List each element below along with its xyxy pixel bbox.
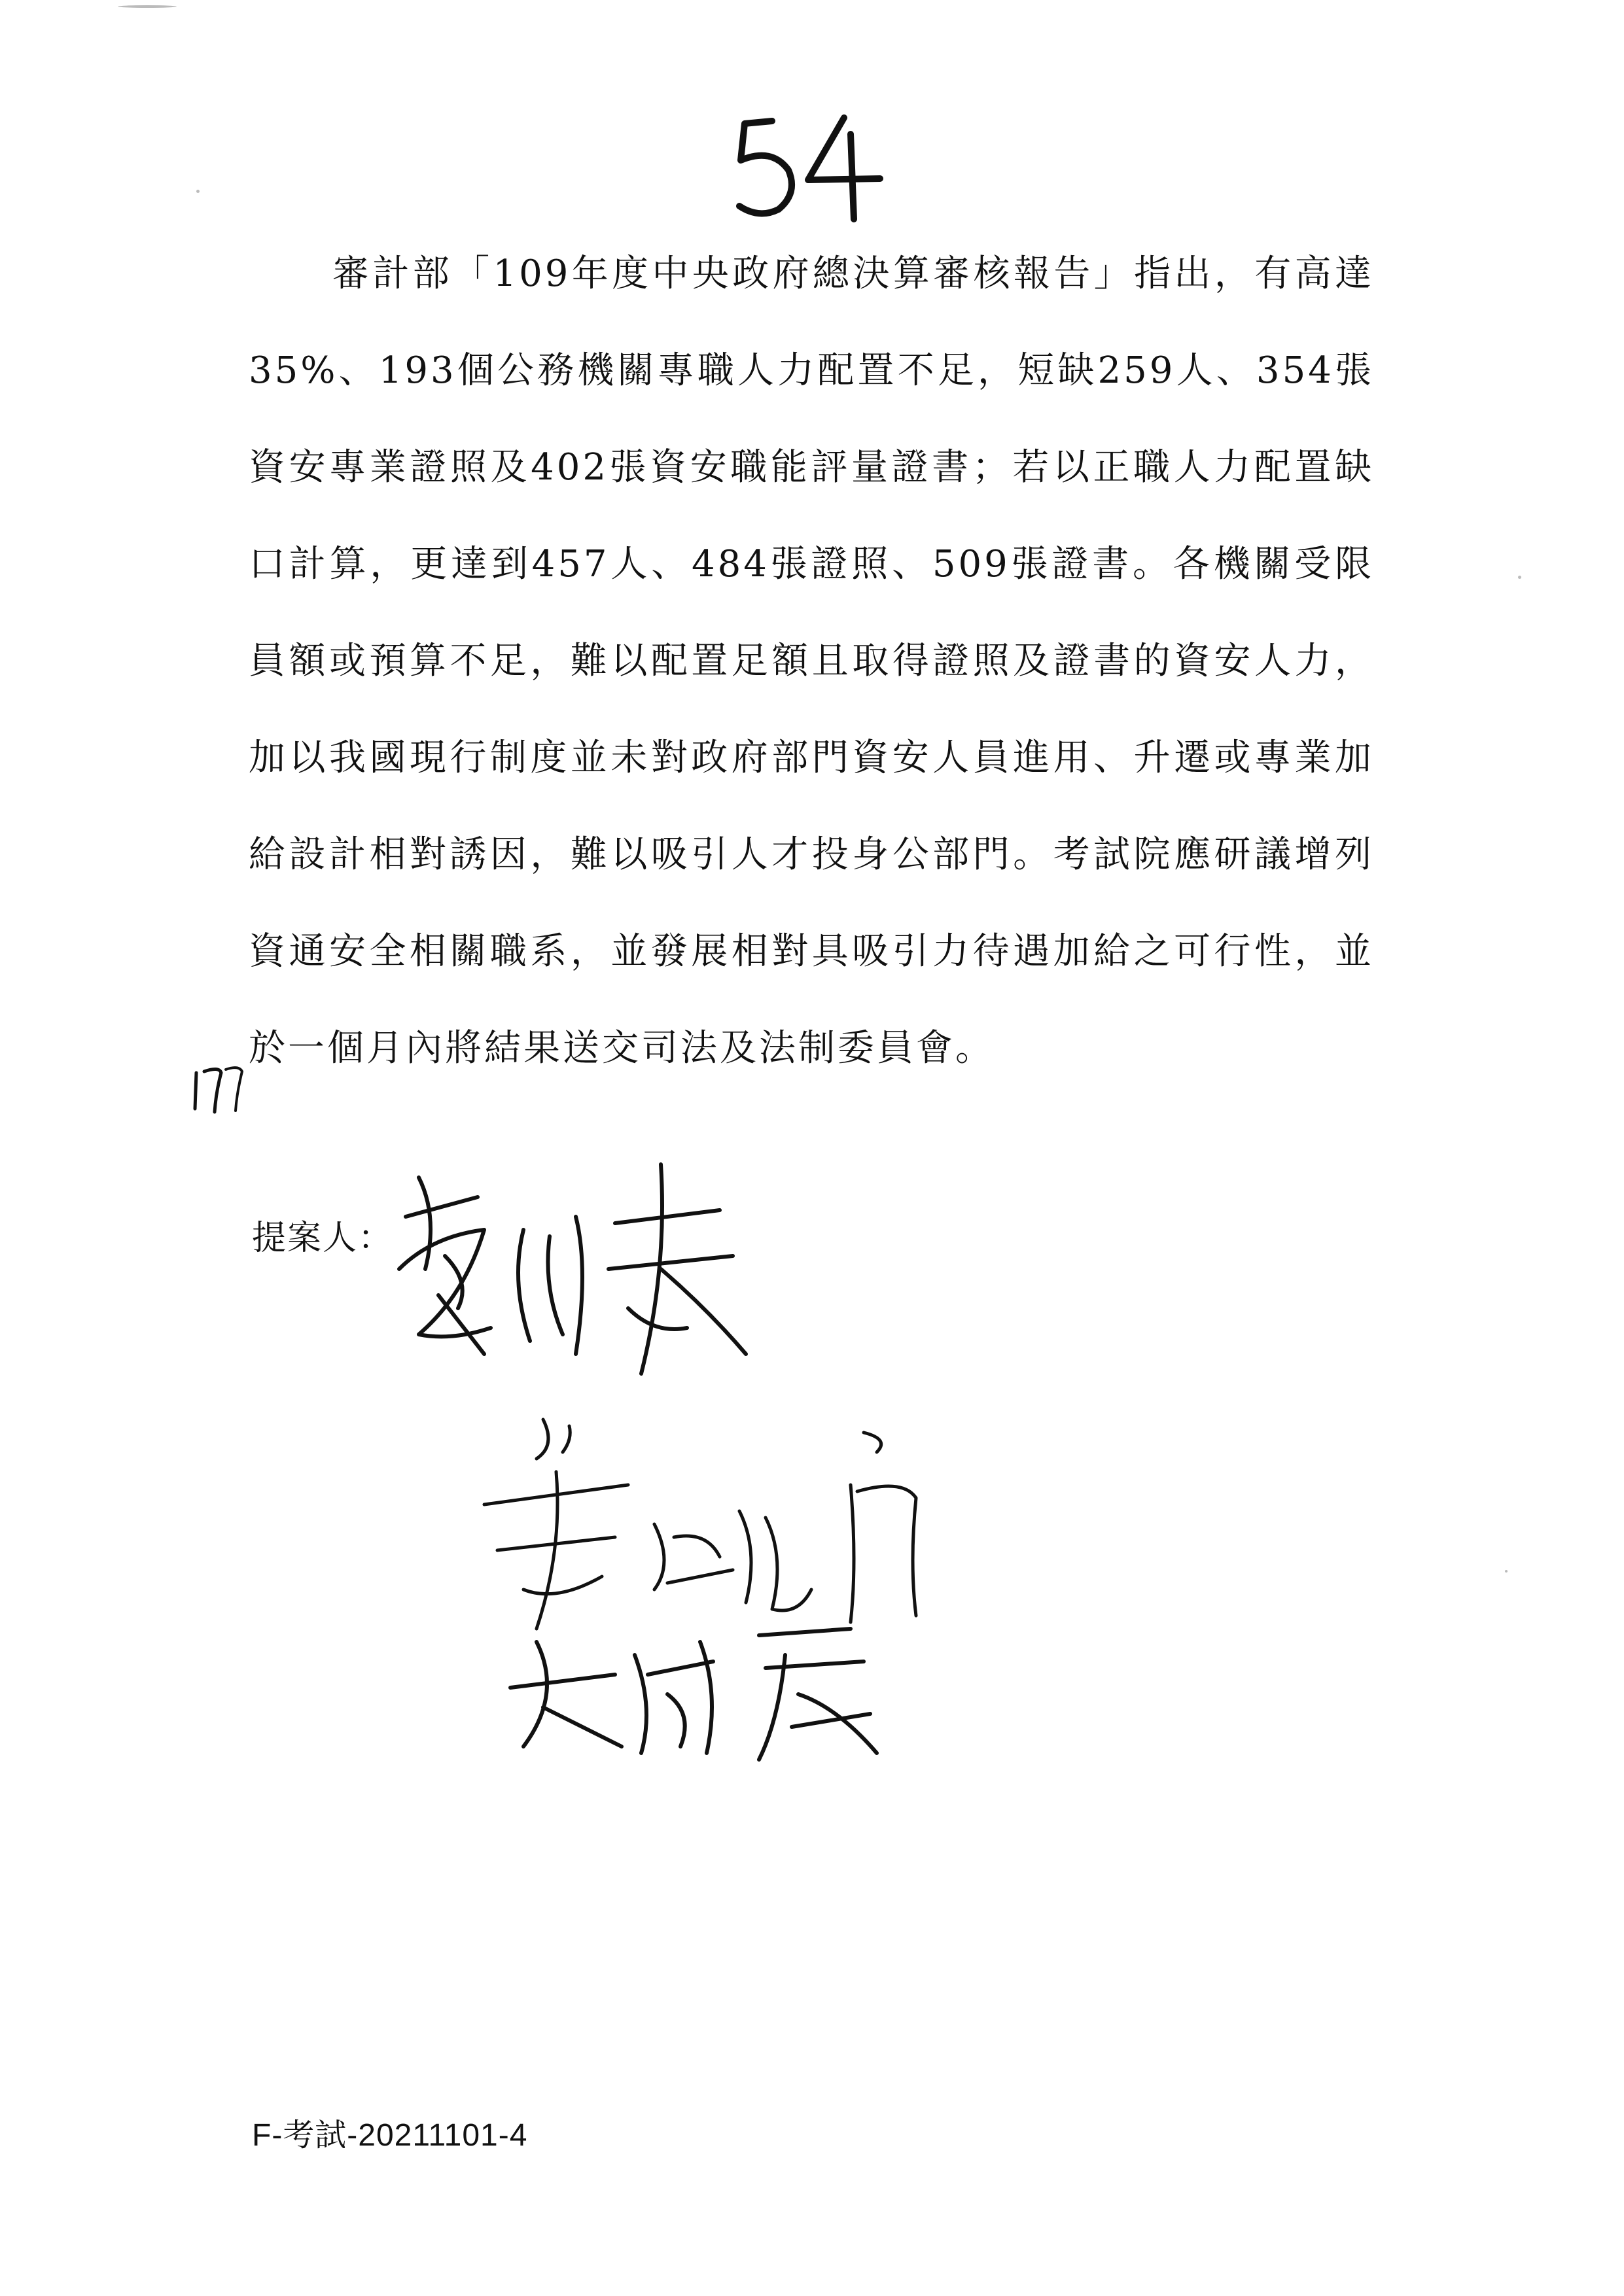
document-footer-code: F-考試-20211101-4: [252, 2118, 528, 2153]
scan-speck: [118, 5, 177, 8]
scan-speck: [1505, 1570, 1508, 1573]
margin-handwritten-mark: [190, 1047, 262, 1119]
scan-speck: [196, 190, 200, 193]
scan-speck: [1518, 576, 1521, 579]
signature-second-proposer: [458, 1406, 955, 1648]
signature-main-proposer: [380, 1138, 811, 1387]
handwritten-page-number: [726, 108, 896, 226]
motion-body-text: 審計部「109年度中央政府總決算審核報告」指出，有高達35%、193個公務機關專職人力配置不足，短缺259人、354張資安專業證照及402張資安職能評量證書；若以正職人力配置缺口計算，更達到457人、484張證照、509張證書。各機關受限員額或預算不足，難以配置足額且取得證照及證書的資安人力，加以我國現行制度並未對政府部門資安人員進用、升遷或專業加給設計相對誘因，難以吸引人才投身公部門。考試院應研議增列資通安全相關職系，並發展相對具吸引力待遇加給之可行性，並於一個月內將結果送交司法及法制委員會。: [249, 252, 1374, 1070]
signature-third-proposer: [484, 1616, 929, 1773]
proposer-label: 提案人：: [252, 1219, 394, 1258]
